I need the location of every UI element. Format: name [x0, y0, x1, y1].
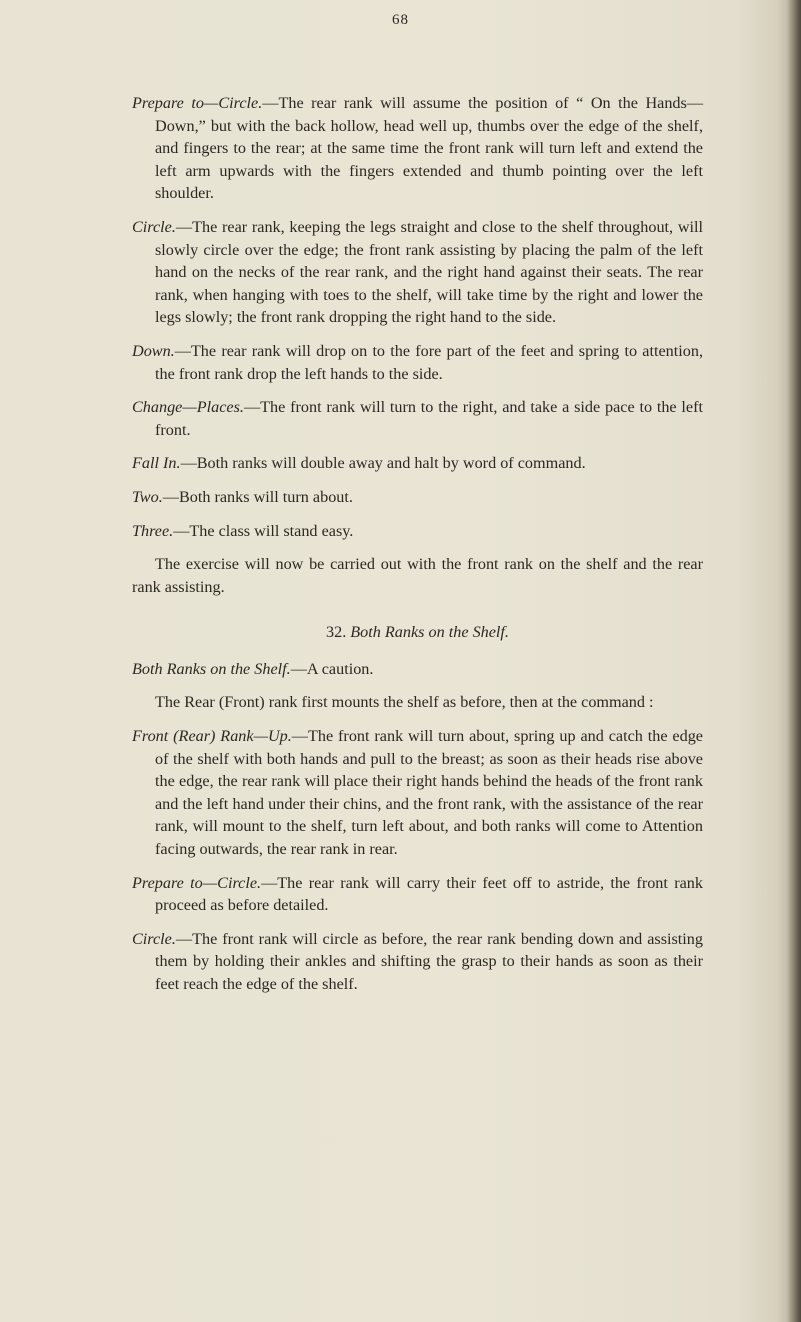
- paragraph-term: Prepare to—Circle.: [132, 873, 262, 892]
- paragraph-text: —The rear rank, keeping the legs straight and close to the shelf throughout, will slowly circle over the edge; the front rank assisting by placing the palm of the left hand on the necks of the rear rank, and the right hand against their seats. The rear rank, when hanging with toes to the shelf, will take time by the right and lower the legs slowly; the front rank dropping the right hand to the side.: [155, 217, 703, 327]
- paragraph-text: —The rear rank will assume the position of “ On the Hands—Down,” but with the back hollow, head well up, thumbs over the edge of the shelf, and fingers to the rear; at the same time the front rank will turn left and extend the left arm upwards with the fingers extended and thumb pointing over the left shoulder.: [155, 94, 704, 203]
- paragraph-two: [132, 486, 703, 509]
- section-heading: [132, 621, 703, 644]
- paragraph-both-ranks-caution: [132, 658, 703, 681]
- section-title: Both Ranks on the Shelf.: [350, 623, 509, 642]
- paragraph-term: Circle.: [132, 217, 176, 236]
- section-number: 32.: [326, 623, 347, 642]
- paragraph-prepare-to-circle: [132, 92, 703, 205]
- paragraph-text: —The front rank will circle as before, the rear rank bending down and assisting them by holding their ankles and shifting the grasp to their hands as soon as their feet reach the edge of the shelf.: [155, 929, 703, 993]
- paragraph-text: The exercise will now be carried out with the front rank on the shelf and the rear rank assisting.: [132, 555, 703, 596]
- paragraph-circle-2: [132, 928, 703, 996]
- paragraph-term: Change—Places.: [132, 398, 244, 417]
- paragraph-term: Circle.: [132, 929, 176, 948]
- paragraph-term: Three.: [132, 521, 174, 540]
- paragraph-term: Down.: [132, 341, 175, 360]
- paragraph-rear-rank-mounts: [132, 691, 703, 714]
- paragraph-term: Both Ranks on the Shelf.: [132, 659, 291, 678]
- paragraph-term: Front (Rear) Rank—Up.: [132, 727, 292, 746]
- paragraph-text: —The class will stand easy.: [173, 521, 354, 540]
- paragraph-circle: [132, 216, 703, 329]
- paragraph-front-rank-up: [132, 725, 703, 861]
- paragraph-down: [132, 340, 703, 385]
- paragraph-text: —The rear rank will carry their feet off to astride, the front rank proceed as before detailed.: [155, 873, 703, 915]
- page-body: [132, 92, 703, 1007]
- paragraph-text: —The front rank will turn to the right, and take a side pace to the left front.: [155, 398, 703, 439]
- paragraph-fall-in: [132, 452, 703, 475]
- paragraph-term: Prepare to—Circle.: [132, 94, 263, 112]
- paragraph-text: —The front rank will turn about, spring up and catch the edge of the shelf with both hands and pull to the breast; as soon as their heads rise above the edge, the rear rank will place their right hands behind the heads of the front rank and the left hand under their chins, and the front rank, with the assistance of the rear rank, will mount to the shelf, turn left about, and both ranks will come to Attention facing outwards, the rear rank in rear.: [155, 727, 703, 859]
- paragraph-three: [132, 520, 703, 543]
- paragraph-text: —Both ranks will double away and halt by word of command.: [180, 454, 586, 473]
- paragraph-text: —Both ranks will turn about.: [162, 487, 353, 506]
- page-edge-shadow: [787, 0, 801, 1322]
- paragraph-text: —A caution.: [290, 659, 374, 678]
- paragraph-exercise-note: [132, 553, 703, 598]
- paragraph-text: —The rear rank will drop on to the fore part of the feet and spring to attention, the front rank drop the left hands to the side.: [155, 341, 703, 383]
- page-number: 68: [392, 12, 409, 28]
- paragraph-change-places: [132, 396, 703, 441]
- paragraph-text: The Rear (Front) rank first mounts the shelf as before, then at the command :: [155, 693, 654, 712]
- paragraph-term: Fall In.: [132, 454, 181, 473]
- paragraph-prepare-to-circle-2: [132, 872, 703, 917]
- paragraph-term: Two.: [132, 487, 163, 506]
